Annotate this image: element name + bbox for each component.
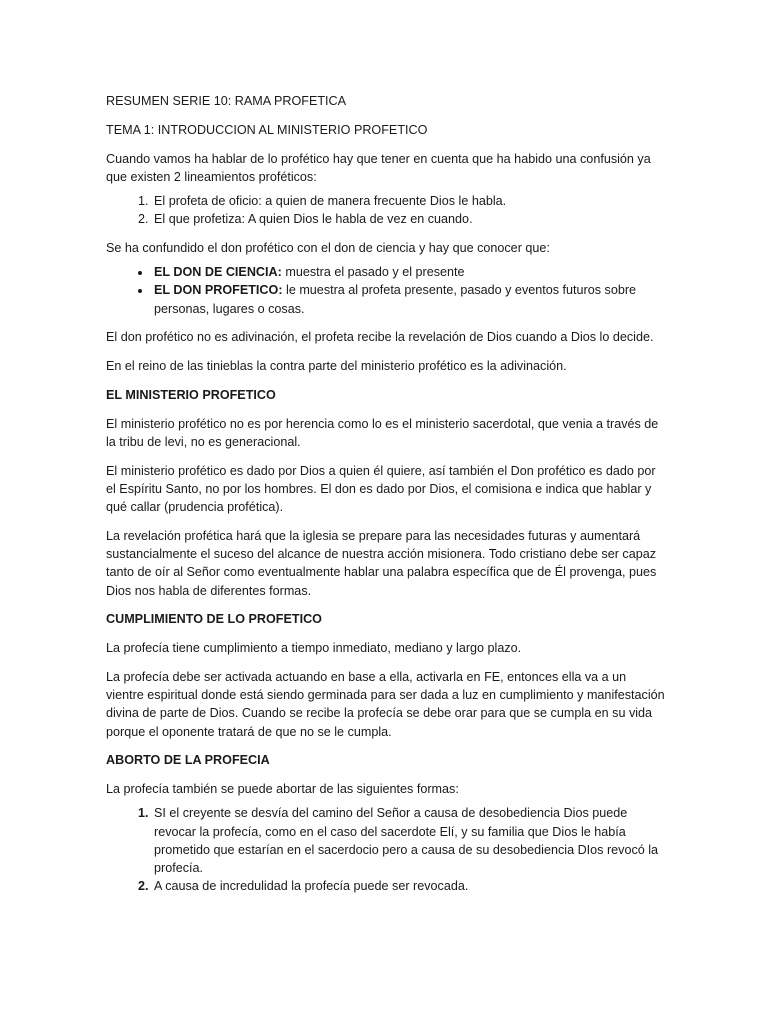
list-item: 1. El profeta de oficio: a quien de manera frecuente Dios le habla. xyxy=(152,192,666,210)
body-paragraph: El ministerio profético no es por herencia como lo es el ministerio sacerdotal, que venia a través de la tribu de levi, no es generacional. xyxy=(106,416,659,449)
aborto-list xyxy=(106,804,666,895)
topic-heading: TEMA 1: INTRODUCCION AL MINISTERIO PROFETICO xyxy=(106,122,428,137)
lineamientos-list xyxy=(106,192,666,228)
confusion-paragraph: Se ha confundido el don profético con el don de ciencia y hay que conocer que: xyxy=(106,241,550,255)
body-paragraph: El ministerio profético es dado por Dios a quien él quiere, así también el Don profético es dado por el Espíritu Santo, no por los hombres. El don es dado por Dios, el comisiona e indica que hablar y qué callar (prudencia profética). xyxy=(106,463,656,515)
list-item xyxy=(152,263,666,281)
body-paragraph: La revelación profética hará que la iglesia se prepare para las necesidades futuras y aumentará sustancialmente el suceso del alcance de nuestra acción misionera. Todo cristiano debe ser capaz tanto de oír al Señor como eventualmente hablar una palabra específica que de Él provenga, pues Dios nos habla de diferentes formas. xyxy=(106,529,657,598)
aborto-intro-paragraph: La profecía también se puede abortar de las siguientes formas: xyxy=(106,782,459,797)
section-heading-cumplimiento: CUMPLIMIENTO DE LO PROFETICO xyxy=(106,612,322,627)
list-item: 2. El que profetiza: A quien Dios le habla de vez en cuando. xyxy=(152,210,666,228)
list-item: 2. A causa de incredulidad la profecía puede ser revocada. xyxy=(152,877,666,895)
section-heading-aborto: ABORTO DE LA PROFECIA xyxy=(106,753,270,768)
series-heading: RESUMEN SERIE 10: RAMA PROFETICA xyxy=(106,94,347,108)
don-term: EL DON PROFETICO: xyxy=(154,283,283,298)
section-heading-ministerio: EL MINISTERIO PROFETICO xyxy=(106,388,276,402)
tinieblas-paragraph: En el reino de las tinieblas la contra parte del ministerio profético es la adivinación. xyxy=(106,359,567,374)
don-term: EL DON DE CIENCIA: xyxy=(154,265,282,280)
body-paragraph: La profecía tiene cumplimiento a tiempo inmediato, mediano y largo plazo. xyxy=(106,641,522,656)
don-text: muestra el pasado y el presente xyxy=(281,265,465,280)
list-item xyxy=(152,281,666,317)
list-item: 1. SI el creyente se desvía del camino del Señor a causa de desobediencia Dios puede revocar la profecía, como en el caso del sacerdote Elí, y su familia que Dios le había prometido que estarían en el sacerdocio pero a causa de su desobediencia DIos revocó la profecía. xyxy=(152,804,666,877)
don-text: le muestra al profeta presente, pasado y eventos futuros sobre personas, lugares o cosas. xyxy=(154,283,637,316)
intro-paragraph: Cuando vamos ha hablar de lo profético hay que tener en cuenta que ha habido una confusión ya que existen 2 lineamientos proféticos: xyxy=(106,151,651,184)
document-body xyxy=(106,92,666,906)
body-paragraph: La profecía debe ser activada actuando en base a ella, activarla en FE, entonces ella va a un vientre espiritual donde está siendo germinada para ser dada a luz en cumplimiento y manifestación divina de parte de Dios. Cuando se recibe la profecía se debe orar para que se cumpla en su vida porque el oponente tratará de que no se le cumpla. xyxy=(106,670,665,739)
dones-list xyxy=(106,263,666,318)
adivinacion-paragraph: El don profético no es adivinación, el profeta recibe la revelación de Dios cuando a Dios lo decide. xyxy=(106,330,654,345)
